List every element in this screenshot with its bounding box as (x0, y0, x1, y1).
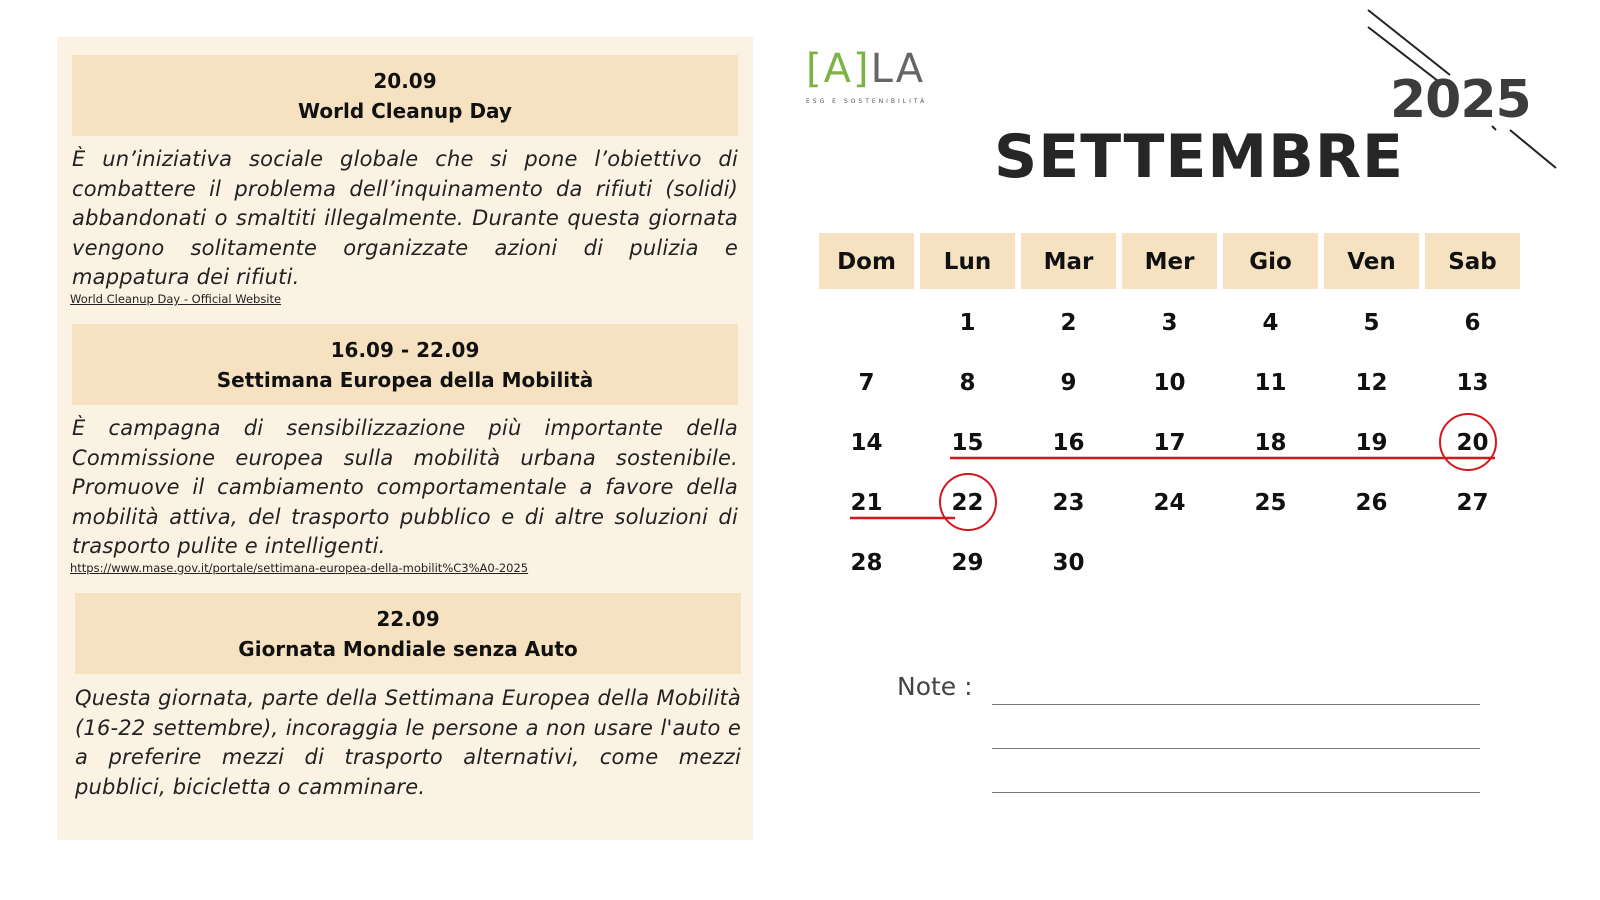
calendar-day[interactable]: 21 (850, 490, 883, 516)
calendar-day[interactable]: 9 (1060, 370, 1077, 396)
calendar-day[interactable]: 26 (1355, 490, 1388, 516)
event-link[interactable]: World Cleanup Day - Official Website (70, 292, 282, 306)
notes-label: Note : (897, 672, 973, 701)
note-line[interactable] (992, 748, 1480, 749)
event-description: È campagna di sensibilizzazione più importante della Commissione europea sulla mobilità urbana sostenibile. Promuove il cambiamento comportamentale a favore della mobilità attiva, del trasporto pubblico e di altre soluzioni di trasporto pulite e intelligenti. (72, 416, 738, 558)
weekday-header: Mar (1021, 233, 1116, 289)
calendar-day[interactable]: 14 (850, 430, 883, 456)
calendar-day[interactable]: 7 (858, 370, 875, 396)
calendar-day[interactable]: 15 (951, 430, 984, 456)
calendar-day[interactable]: 17 (1153, 430, 1186, 456)
event-title: World Cleanup Day (298, 98, 512, 123)
event-title: Giornata Mondiale senza Auto (238, 636, 578, 661)
event-date: 20.09 (373, 68, 437, 93)
ala-logo (806, 40, 946, 110)
weekday-header: Ven (1324, 233, 1419, 289)
calendar-day[interactable]: 30 (1052, 550, 1085, 576)
weekday-header: Gio (1223, 233, 1318, 289)
calendar-day[interactable]: 6 (1464, 310, 1481, 336)
calendar-day[interactable]: 16 (1052, 430, 1085, 456)
calendar-day[interactable]: 18 (1254, 430, 1287, 456)
event-title: Settimana Europea della Mobilità (216, 367, 594, 392)
note-line[interactable] (992, 704, 1480, 705)
logo-mark (806, 40, 946, 98)
event-description: È un’iniziativa sociale globale che si pone l’obiettivo di combattere il problema dell’inquinamento da rifiuti (solidi) abbandonati o smaltiti illegalmente. Durante questa giornata vengono solitamente organizzate azioni di pulizia e mappatura dei rifiuti. (72, 147, 738, 289)
calendar-day[interactable]: 4 (1262, 310, 1279, 336)
calendar-day[interactable]: 5 (1363, 310, 1380, 336)
calendar-day[interactable]: 27 (1456, 490, 1489, 516)
weekday-header: Lun (920, 233, 1015, 289)
calendar-month: SETTEMBRE (994, 122, 1405, 192)
weekday-header: Sab (1425, 233, 1520, 289)
calendar-day[interactable]: 19 (1355, 430, 1388, 456)
logo-bracket-a: [A] (806, 46, 871, 92)
calendar-day[interactable]: 3 (1161, 310, 1178, 336)
calendar-day[interactable]: 2 (1060, 310, 1077, 336)
calendar-day[interactable]: 25 (1254, 490, 1287, 516)
calendar-day[interactable]: 8 (959, 370, 976, 396)
calendar-day[interactable]: 20 (1456, 430, 1489, 456)
calendar-day[interactable]: 22 (951, 490, 984, 516)
calendar-day[interactable]: 24 (1153, 490, 1186, 516)
calendar-day[interactable]: 29 (951, 550, 984, 576)
weekday-header: Mer (1122, 233, 1217, 289)
event-description: Questa giornata, parte della Settimana Europea della Mobilità (16-22 settembre), incoraggia le persone a non usare l'auto e a preferire mezzi di trasporto alternativi, come mezzi pubblici, bicicletta o camminare. (75, 686, 741, 799)
calendar-day[interactable]: 11 (1254, 370, 1287, 396)
event-header-1 (72, 55, 738, 136)
calendar-day[interactable]: 28 (850, 550, 883, 576)
logo-subtitle: ESG E SOSTENIBILITÀ (806, 98, 928, 105)
event-date: 22.09 (376, 606, 440, 631)
calendar-day[interactable]: 10 (1153, 370, 1186, 396)
event-link[interactable]: https://www.mase.gov.it/portale/settimana-europea-della-mobilit%C3%A0-2025 (70, 561, 529, 575)
calendar-day[interactable]: 13 (1456, 370, 1489, 396)
event-header-2 (72, 324, 738, 405)
note-line[interactable] (992, 792, 1480, 793)
event-date: 16.09 - 22.09 (330, 337, 480, 362)
calendar-day[interactable]: 12 (1355, 370, 1388, 396)
calendar-day[interactable]: 1 (959, 310, 976, 336)
weekday-header: Dom (819, 233, 914, 289)
logo-letters: LA (870, 46, 926, 92)
calendar-year: 2025 (1390, 70, 1531, 130)
calendar-day[interactable]: 23 (1052, 490, 1085, 516)
event-header-3 (75, 593, 741, 674)
